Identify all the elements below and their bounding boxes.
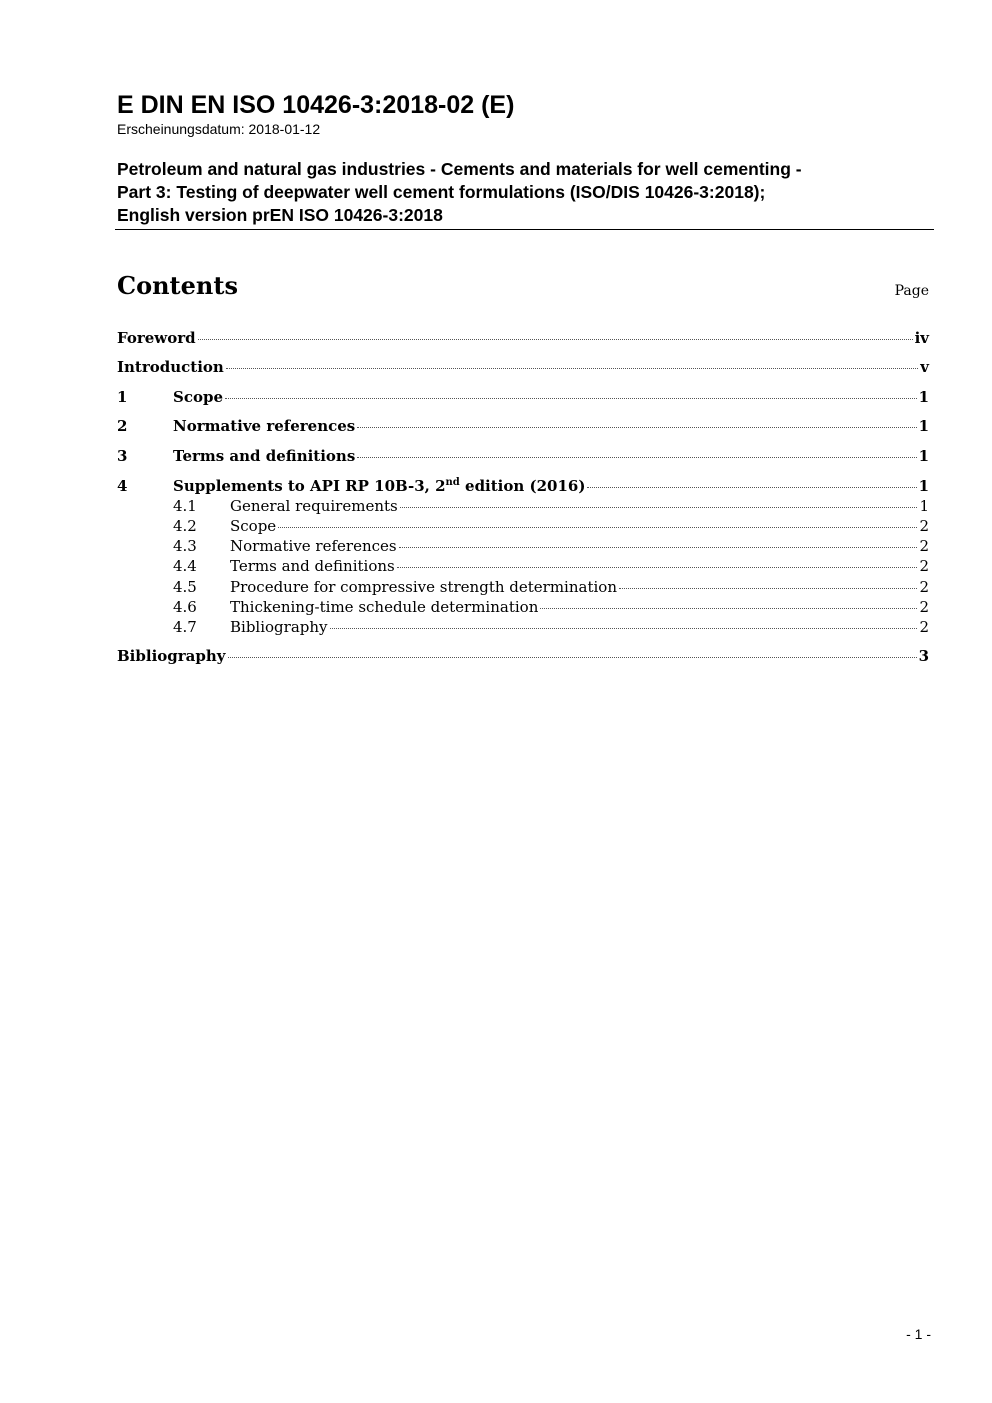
toc-entry-label: Terms and definitions (173, 447, 356, 465)
toc-entry-bibliography[interactable] (117, 647, 929, 667)
toc-entry-number: 4.2 (173, 517, 197, 535)
toc-entry-foreword[interactable] (117, 329, 929, 349)
toc-entry-number: 2 (117, 417, 128, 435)
toc-entry-label: Scope (173, 388, 224, 406)
toc-entry-page: 2 (919, 537, 929, 555)
toc-entry-scope[interactable] (117, 388, 929, 408)
document-id: E DIN EN ISO 10426-3:2018-02 (E) (117, 91, 515, 119)
toc-entry-label-main: Supplements to API RP 10B-3, 2 (173, 477, 446, 495)
toc-entry-page: 1 (919, 497, 929, 515)
document-header (117, 89, 933, 227)
toc-entry-number: 4.7 (173, 618, 197, 636)
toc-entry-label: Introduction (117, 358, 224, 376)
publication-date: Erscheinungsdatum: 2018-01-12 (117, 121, 321, 137)
toc-entry-page: 2 (919, 598, 929, 616)
page-column-label: Page (894, 283, 929, 299)
toc-entry-label-tail: edition (2016) (459, 477, 586, 495)
toc-subentry-bibliography[interactable] (117, 618, 929, 638)
toc-entry-page: 1 (918, 447, 929, 465)
dot-leader (198, 339, 913, 340)
page-number: - 1 - (906, 1326, 931, 1342)
dot-leader (226, 368, 918, 369)
dot-leader (397, 567, 918, 568)
toc-entry-page: 3 (918, 647, 929, 665)
toc-entry-label: Procedure for compressive strength determination (230, 578, 617, 596)
toc-entry-label (173, 477, 585, 495)
toc-entry-number: 4.1 (173, 497, 197, 515)
toc-entry-number: 4.6 (173, 598, 197, 616)
toc-entry-number: 4 (117, 477, 128, 495)
dot-leader (357, 457, 916, 458)
toc-entry-page: 1 (918, 417, 929, 435)
toc-entry-number: 4.3 (173, 537, 197, 555)
dot-leader (399, 547, 918, 548)
ordinal-superscript: nd (445, 477, 460, 488)
dot-leader (587, 487, 916, 488)
toc-entry-page: 2 (919, 517, 929, 535)
toc-entry-supplements[interactable] (117, 477, 929, 497)
dot-leader (619, 588, 917, 589)
header-divider (115, 229, 934, 230)
title-line: Part 3: Testing of deepwater well cement formulations (ISO/DIS 10426-3:2018); (117, 182, 766, 202)
dot-leader (357, 427, 916, 428)
toc-entry-label: Foreword (117, 329, 196, 347)
title-line: English version prEN ISO 10426-3:2018 (117, 205, 443, 225)
toc-subentry-thickening-time[interactable] (117, 598, 929, 618)
toc-entry-label: Scope (230, 517, 277, 535)
toc-subentry-scope[interactable] (117, 517, 929, 537)
toc-entry-label: Bibliography (117, 647, 226, 665)
toc-entry-label: General requirements (230, 497, 398, 515)
toc-entry-label: Bibliography (230, 618, 328, 636)
toc-entry-page: 1 (918, 388, 929, 406)
toc-entry-introduction[interactable] (117, 358, 929, 378)
toc-subentry-general-requirements[interactable] (117, 497, 929, 517)
toc-entry-number: 3 (117, 447, 128, 465)
toc-entry-terms-and-definitions[interactable] (117, 447, 929, 467)
toc-subentry-terms-and-definitions[interactable] (117, 557, 929, 577)
toc-entry-label: Normative references (173, 417, 356, 435)
dot-leader (228, 657, 917, 658)
toc-entry-label: Terms and definitions (230, 557, 395, 575)
dot-leader (400, 507, 918, 508)
toc-entry-page: 2 (919, 557, 929, 575)
toc-entry-page: v (920, 358, 929, 376)
toc-entry-label: Thickening-time schedule determination (230, 598, 539, 616)
toc-entry-page: 1 (918, 477, 929, 495)
dot-leader (540, 608, 917, 609)
toc-subentry-compressive-strength[interactable] (117, 578, 929, 598)
toc-entry-page: 2 (919, 578, 929, 596)
dot-leader (225, 398, 917, 399)
title-line: Petroleum and natural gas industries - Cements and materials for well cementing - (117, 159, 802, 179)
toc-entry-normative-references[interactable] (117, 417, 929, 437)
toc-entry-number: 4.5 (173, 578, 197, 596)
dot-leader (278, 527, 917, 528)
toc-entry-label: Normative references (230, 537, 397, 555)
document-title (117, 158, 933, 227)
toc-entry-number: 1 (117, 388, 128, 406)
dot-leader (330, 628, 918, 629)
contents-heading: Contents (117, 271, 238, 300)
toc-entry-page: 2 (919, 618, 929, 636)
toc-subentry-normative-references[interactable] (117, 537, 929, 557)
toc-entry-number: 4.4 (173, 557, 197, 575)
toc-entry-page: iv (914, 329, 929, 347)
